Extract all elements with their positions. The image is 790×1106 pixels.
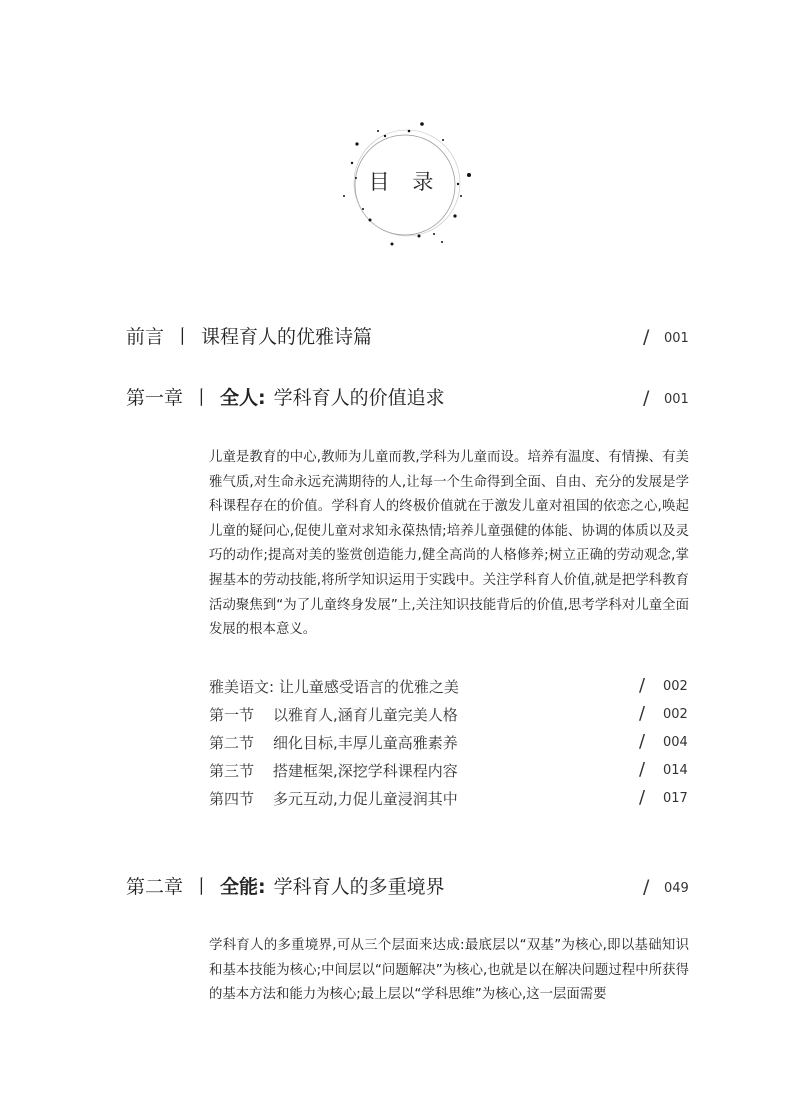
toc-section-1-2[interactable] [209,729,687,757]
section-title: 搭建框架,深挖学科课程内容 [273,762,458,780]
toc-section-1-0[interactable] [209,673,687,701]
page-slash: / [639,675,646,696]
section-label: 第一节 [209,706,255,724]
section-title: 以雅育人,涵育儿童完美人格 [273,706,458,724]
preface-title: 课程育人的优雅诗篇 [201,326,373,348]
section-title: 多元互动,力促儿童浸润其中 [273,790,458,808]
page-number: 001 [664,392,689,407]
page-number: 017 [663,791,688,806]
preface-label: 前言 [126,326,165,348]
page-title: 目 录 [368,170,442,194]
separator-bar: 丨 [173,326,193,348]
separator-bar: 丨 [192,876,212,898]
section-title: 细化目标,丰厚儿童高雅素养 [273,734,458,752]
chapter1-summary: 儿童是教育的中心,教师为儿童而教,学科为儿童而设。培养有温度、有情操、有美雅气质,对生命永远充满期待的人,让每一个生命得到全面、自由、充分的发展是学科课程存在的价值。学科育人的终极价值就在于激发儿童对祖国的依恋之心,唤起儿童的疑问心,促使儿童对求知永葆热情;培养儿童强健的体能、协调的体质以及灵巧的动作;提高对美的鉴赏创造能力,健全高尚的人格修养;树立正确的劳动观念,掌握基本的劳动技能,将所学知识运用于实践中。关注学科育人价值,就是把学科教育活动聚焦到“为了儿童终身发展”上,关注知识技能背后的价值,思考学科对儿童全面发展的根本意义。 [209,450,689,638]
page-number: 014 [663,763,688,778]
section-label: 第三节 [209,762,255,780]
page-slash: / [639,703,646,724]
chapter2-summary: 学科育人的多重境界,可从三个层面来达成:最底层以“双基”为核心,即以基础知识和基本技能为核心;中间层以“问题解决”为核心,也就是以在解决问题过程中所获得的基本方法和能力为核心;最上层以“学科思维”为核心,这一层面需要 [209,938,689,1003]
chapter2-label: 第二章 [126,876,184,898]
toc-entry-preface[interactable] [126,322,689,352]
chapter2-keyword: 全能: [220,876,266,898]
section-label: 第四节 [209,790,255,808]
chapter1-title: 学科育人的价值追求 [273,387,445,409]
section-label: 第二节 [209,734,255,752]
section-title: 雅美语文: 让儿童感受语言的优雅之美 [209,678,459,696]
toc-entry-chapter2[interactable] [126,872,689,902]
chapter2-title: 学科育人的多重境界 [273,876,445,898]
page-slash: / [639,731,646,752]
separator-bar: 丨 [192,387,212,409]
page-number: 004 [663,735,688,750]
toc-section-1-3[interactable] [209,757,687,785]
page-slash: / [639,787,646,808]
toc-entry-chapter1[interactable] [126,383,689,413]
page-slash: / [639,759,646,780]
page-number: 002 [663,707,688,722]
page-number: 002 [663,679,688,694]
chapter1-keyword: 全人: [220,387,266,409]
page-slash: / [643,387,650,409]
toc-section-1-1[interactable] [209,701,687,729]
chapter1-label: 第一章 [126,387,184,409]
page-number: 001 [664,331,689,346]
toc-section-1-4[interactable] [209,785,687,813]
page-slash: / [643,876,650,898]
page-slash: / [643,326,650,348]
page-number: 049 [664,881,689,896]
toc-emblem [335,118,475,253]
